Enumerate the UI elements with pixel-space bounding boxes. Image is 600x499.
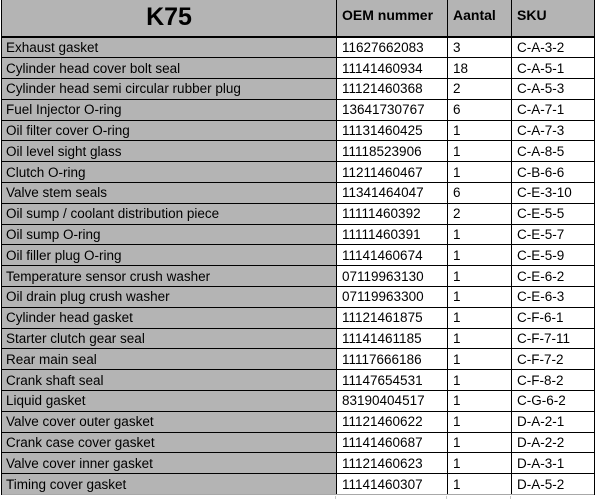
quantity-cell: 1 — [448, 474, 512, 494]
oem-number-cell: 11117666186 — [337, 349, 448, 369]
part-name-cell: Oil sump / coolant distribution piece — [2, 204, 337, 224]
quantity-cell: 3 — [448, 38, 512, 58]
oem-number-cell: 11211460467 — [337, 162, 448, 182]
oem-number-cell: 83190404517 — [337, 391, 448, 411]
table-row — [2, 58, 594, 79]
table-row — [2, 183, 594, 204]
part-name-cell: Oil drain plug crush washer — [2, 287, 337, 307]
oem-number-cell: 11627662083 — [337, 38, 448, 58]
quantity-cell: 1 — [448, 266, 512, 286]
sku-cell: C-A-5-1 — [517, 60, 565, 76]
quantity-cell: 1 — [448, 225, 512, 245]
sku-cell: C-E-6-2 — [517, 268, 565, 284]
sku-cell: C-F-6-1 — [517, 310, 564, 326]
sku-cell: C-E-6-3 — [517, 289, 565, 305]
quantity-cell: 1 — [448, 349, 512, 369]
sku-cell: D-A-5-2 — [517, 476, 565, 492]
oem-number-cell: 11141461185 — [337, 329, 448, 349]
sku-cell: C-A-5-3 — [517, 81, 565, 97]
part-name-cell: Cylinder head semi circular rubber plug — [2, 79, 337, 99]
part-name-cell: Crank shaft seal — [2, 370, 337, 390]
part-name-cell: Oil level sight glass — [2, 141, 337, 161]
sku-cell: C-A-7-3 — [517, 123, 565, 139]
quantity-cell: 1 — [448, 308, 512, 328]
part-name-cell: Timing cover gasket — [2, 474, 337, 494]
oem-number-cell: 11131460425 — [337, 121, 448, 141]
column-header-oem-nummer: OEM nummer — [337, 0, 448, 36]
part-name-cell: Rear main seal — [2, 349, 337, 369]
gridline-cell — [336, 496, 447, 499]
part-name-cell: Temperature sensor crush washer — [2, 266, 337, 286]
part-name-cell: Oil filler plug O-ring — [2, 245, 337, 265]
part-name-cell: Starter clutch gear seal — [2, 329, 337, 349]
oem-number-cell: 11141460307 — [337, 474, 448, 494]
quantity-cell: 1 — [448, 412, 512, 432]
quantity-cell: 1 — [448, 121, 512, 141]
part-name-cell: Oil filter cover O-ring — [2, 121, 337, 141]
sku-cell: C-E-5-7 — [517, 227, 565, 243]
table-row — [2, 287, 594, 308]
quantity-cell: 1 — [448, 370, 512, 390]
sku-cell: C-F-7-11 — [517, 331, 571, 347]
sku-cell: C-E-5-5 — [517, 206, 565, 222]
part-name-cell: Valve cover inner gasket — [2, 453, 337, 473]
table-row — [2, 329, 594, 350]
table-row — [2, 245, 594, 266]
quantity-cell: 1 — [448, 453, 512, 473]
quantity-cell: 2 — [448, 79, 512, 99]
table-row — [2, 79, 594, 100]
oem-number-cell: 11121460623 — [337, 453, 448, 473]
quantity-cell: 1 — [448, 141, 512, 161]
part-name-cell: Oil sump O-ring — [2, 225, 337, 245]
sku-cell: C-A-7-1 — [517, 102, 565, 118]
quantity-cell: 1 — [448, 433, 512, 453]
oem-number-cell: 11341464047 — [337, 183, 448, 203]
quantity-cell: 1 — [448, 329, 512, 349]
table-header-row — [2, 0, 594, 38]
table-row — [2, 349, 594, 370]
table-row — [2, 225, 594, 246]
table-row — [2, 370, 594, 391]
oem-number-cell: 11141460687 — [337, 433, 448, 453]
quantity-cell: 1 — [448, 287, 512, 307]
oem-number-cell: 11147654531 — [337, 370, 448, 390]
part-name-cell: Cylinder head gasket — [2, 308, 337, 328]
part-name-cell: Liquid gasket — [2, 391, 337, 411]
table-row — [2, 266, 594, 287]
column-header-aantal: Aantal — [448, 0, 512, 36]
part-name-cell: Valve cover outer gasket — [2, 412, 337, 432]
oem-number-cell: 11111460391 — [337, 225, 448, 245]
oem-number-cell: 11141460934 — [337, 58, 448, 78]
sku-cell: C-E-5-9 — [517, 247, 565, 263]
parts-table — [1, 0, 595, 495]
table-row — [2, 412, 594, 433]
oem-number-cell: 13641730767 — [337, 100, 448, 120]
sku-cell: D-A-3-1 — [517, 455, 565, 471]
table-row — [2, 474, 594, 495]
oem-number-cell: 11121460622 — [337, 412, 448, 432]
sku-cell: C-A-3-2 — [517, 39, 565, 55]
sku-cell: C-B-6-6 — [517, 164, 565, 180]
oem-number-cell: 11121460368 — [337, 79, 448, 99]
part-name-cell: Fuel Injector O-ring — [2, 100, 337, 120]
column-header-sku: SKU — [517, 7, 547, 23]
part-name-cell: Clutch O-ring — [2, 162, 337, 182]
table-row — [2, 100, 594, 121]
oem-number-cell: 07119963300 — [337, 287, 448, 307]
oem-number-cell: 07119963130 — [337, 266, 448, 286]
quantity-cell: 2 — [448, 204, 512, 224]
quantity-cell: 1 — [448, 391, 512, 411]
quantity-cell: 6 — [448, 100, 512, 120]
quantity-cell: 18 — [448, 58, 512, 78]
part-name-cell: Crank case cover gasket — [2, 433, 337, 453]
gridline-cell — [1, 496, 336, 499]
table-body — [2, 38, 594, 496]
table-row — [2, 433, 594, 454]
table-row — [2, 391, 594, 412]
oem-number-cell: 11118523906 — [337, 141, 448, 161]
oem-number-cell: 11121461875 — [337, 308, 448, 328]
part-name-cell: Valve stem seals — [2, 183, 337, 203]
oem-number-cell: 11111460392 — [337, 204, 448, 224]
gridline-cell — [447, 496, 511, 499]
quantity-cell: 1 — [448, 245, 512, 265]
sku-cell: D-A-2-1 — [517, 414, 565, 430]
part-name-cell: Exhaust gasket — [2, 38, 337, 58]
oem-number-cell: 11141460674 — [337, 245, 448, 265]
table-row — [2, 453, 594, 474]
part-name-cell: Cylinder head cover bolt seal — [2, 58, 337, 78]
table-row — [2, 162, 594, 183]
gridline-cell — [511, 496, 593, 499]
table-row — [2, 121, 594, 142]
sku-cell: C-A-8-5 — [517, 143, 565, 159]
sku-cell: C-E-3-10 — [517, 185, 572, 201]
sku-cell: C-G-6-2 — [517, 393, 566, 409]
quantity-cell: 6 — [448, 183, 512, 203]
sku-cell: C-F-7-2 — [517, 351, 564, 367]
table-title: K75 — [2, 0, 337, 36]
table-row — [2, 141, 594, 162]
quantity-cell: 1 — [448, 162, 512, 182]
table-row — [2, 204, 594, 225]
sku-cell: D-A-2-2 — [517, 435, 565, 451]
empty-next-row-sliver — [1, 496, 593, 499]
table-row — [2, 38, 594, 59]
table-row — [2, 308, 594, 329]
sku-cell: C-F-8-2 — [517, 372, 564, 388]
